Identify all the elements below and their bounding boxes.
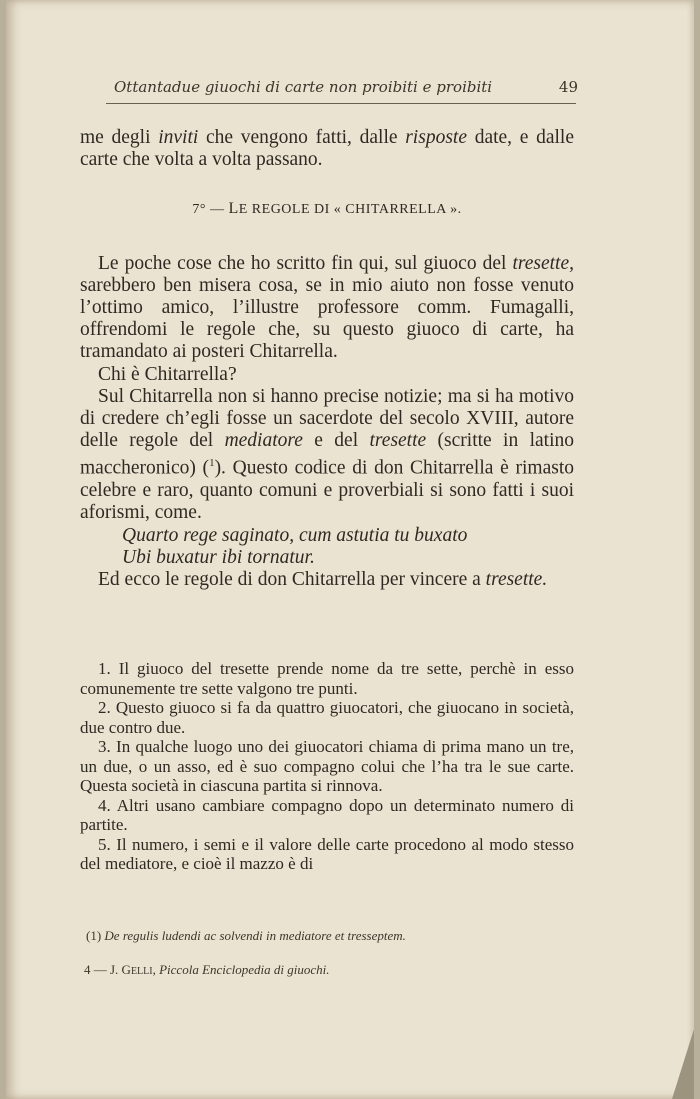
- footnote-mark: (1): [86, 928, 102, 943]
- main-text: [80, 127, 574, 591]
- rule-item: 3. In qualche luogo uno dei giuocatori chiama di prima mano un tre, un due, o un asso, ed è suo compagno colui che l’ha tra le sue carte. Questa società in ciascuna partita si rinnova.: [80, 737, 574, 795]
- footnote-text: De regulis ludendi ac solvendi in mediatore et tresseptem.: [104, 928, 406, 943]
- rule-item: 4. Altri usano cambiare compagno dopo un determinato numero di partite.: [80, 795, 574, 834]
- footnote: [86, 928, 406, 944]
- running-title: Ottantadue giuochi di carte non proibiti e proibiti: [114, 78, 493, 96]
- page-number: 49: [558, 78, 578, 96]
- running-head: [114, 78, 578, 96]
- verse-line-1: Quarto rege saginato, cum astutia tu buxato: [122, 524, 468, 546]
- paragraph-1: Le poche cose che ho scritto fin qui, sul giuoco del tresette, sarebbero ben misera cosa, se in mio aiuto non fosse venuto l’ottimo amico, l’illustre professore comm. Fumagalli, offrendomi le regole che, su questo giuoco di carte, ha tramandato ai posteri Chitarrella.: [80, 252, 574, 363]
- rule-item: 2. Questo giuoco si fa da quattro giuocatori, che giuocano in società, due contro due.: [80, 698, 574, 737]
- section-heading: 7° — LE REGOLE DI « CHITARRELLA ».: [192, 200, 462, 218]
- continued-paragraph: me degli inviti che vengono fatti, dalle risposte date, e dalle carte che volta a volta passano.: [80, 127, 574, 171]
- rule-item: 5. Il numero, i semi e il valore delle carte procedono al modo stesso del mediatore, e cioè il mazzo è di: [80, 834, 574, 873]
- book-page: [6, 0, 694, 1099]
- signature-line: 4 — J. GELLI, Piccola Enciclopedia di giuochi.: [84, 962, 330, 977]
- paragraph-3: Sul Chitarrella non si hanno precise notizie; ma si ha motivo di credere ch’egli fosse un sacerdote del secolo XVIII, autore delle regole del mediatore e del tresette (scritte in latino maccheronico) ($^1$). Questo codice di don Chitarrella è rimasto celebre e raro, quanto comuni e proverbiali si sono fatti i suoi aforismi, come.: [80, 385, 574, 524]
- footnote-ref: 1: [209, 457, 215, 470]
- header-rule: [106, 103, 576, 104]
- rules-list: [80, 659, 574, 874]
- rule-item: 1. Il giuoco del tresette prende nome da tre sette, perchè in esso comunemente tre sette valgono tre punti.: [80, 659, 574, 698]
- paragraph-4: Ed ecco le regole di don Chitarrella per vincere a tresette.: [98, 568, 548, 590]
- page-corner-curl: [672, 1029, 694, 1099]
- paragraph-2: Chi è Chitarrella?: [98, 363, 237, 385]
- verse-line-2: Ubi buxatur ibi tornatur.: [122, 546, 315, 568]
